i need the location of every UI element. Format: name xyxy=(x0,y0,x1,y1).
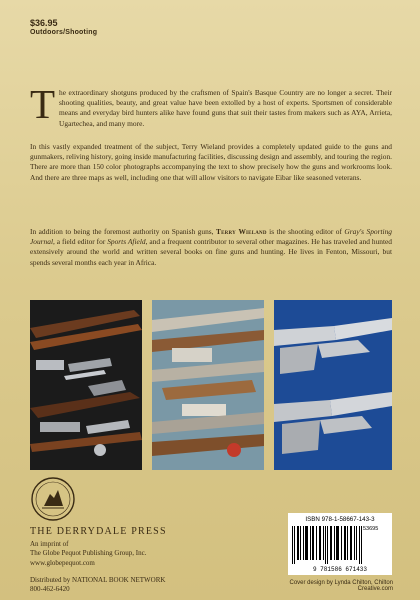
isbn-barcode xyxy=(288,513,392,575)
publisher-seal-icon xyxy=(30,476,76,522)
author-bio xyxy=(30,227,392,268)
author-bio-text-3: , and a frequent contributor to several other magazines. He has traveled and hunted extensively around the world and written several books on fine guns and hunting. He lives in Fenton, Missouri, but spends several months each year in Africa. xyxy=(30,237,392,267)
author-bio-text-2: , a field editor for xyxy=(53,237,108,247)
drop-cap: T xyxy=(30,81,56,127)
photo-actions-blue xyxy=(274,300,392,470)
magazine-title-1: Gray's Sporting Journal xyxy=(30,227,392,247)
author-name: Terry Wieland xyxy=(215,227,267,236)
price-code: 53695 xyxy=(363,526,379,532)
phone-number: 800-462-6420 xyxy=(30,585,70,593)
photo-shotguns-dark xyxy=(30,300,142,470)
description-paragraph-2 xyxy=(30,142,392,183)
photo-engraved-actions xyxy=(152,300,264,470)
barcode-digits: 9 781586 671433 xyxy=(312,566,367,573)
author-bio-text-1: is the shooting editor of xyxy=(266,227,345,236)
barcode-bars xyxy=(292,526,362,564)
description-text-2: In this vastly expanded treatment of the subject, Terry Wieland provides a completely updated guide to the guns and gunmakers, reliving history, going inside manufacturing facilities, discussing design and assembly, and touring the region. There are more than 150 color photographs accompanying the text to show precisely how the guns and workrooms look. And there are three maps as well, including one that will allow visitors to navigate Eibar like seasoned veterans. xyxy=(30,142,392,182)
isbn-text: ISBN 978-1-58667-143-3 xyxy=(305,516,375,523)
magazine-title-2: Sports Afield xyxy=(107,237,146,247)
description-text-1: he extraordinary shotguns produced by the craftsmen of Spain's Basque Country are no longer a secret. Their shooting qualities, beauty, and great value have been extolled by a host of experts. Sportsmen of considerable means and everyday bird hunters alike have found guns that suit their tastes from makers such as AYA, Arrieta, Ugartechea, and many more. xyxy=(59,88,392,128)
design-credit: Cover design by Lynda Chilton, Chilton Creative.com xyxy=(289,580,393,592)
imprint-line-2: The Globe Pequot Publishing Group, Inc. xyxy=(30,549,147,557)
description-paragraph-1 xyxy=(30,81,392,129)
category-label: Outdoors/Shooting xyxy=(30,29,98,36)
price: $36.95 xyxy=(30,18,58,28)
publisher-name: THE DERRYDALE PRESS xyxy=(30,526,167,537)
distribution-line: Distributed by NATIONAL BOOK NETWORK xyxy=(30,576,166,584)
imprint-line-1: An imprint of xyxy=(30,540,69,548)
publisher-website: www.globepequot.com xyxy=(30,559,95,567)
author-bio-intro: In addition to being the foremost authority on Spanish guns, xyxy=(30,227,216,236)
